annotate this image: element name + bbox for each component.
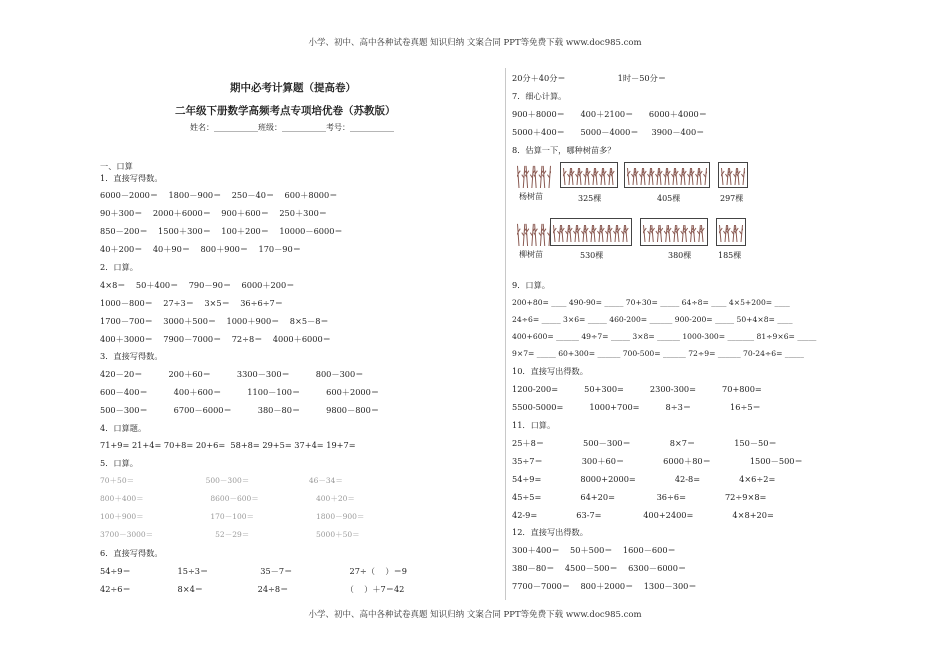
q5-line: 70＋50＝ 500－300＝ 46－34＝ bbox=[100, 476, 343, 485]
tree-count: 185棵 bbox=[718, 251, 742, 260]
q9-line: 24÷6= _____ 3×6= _____ 460-200= ______ 900-200= _____ 50+4×8= ____ bbox=[512, 315, 793, 324]
question-12-title: 12．直接写出得数。 bbox=[512, 527, 588, 537]
q11-line: 25＋8＝ 500－300＝ 8×7＝ 150－50＝ bbox=[512, 438, 777, 448]
q12-line: 380－80＝ 4500－500＝ 6300－6000＝ bbox=[512, 563, 687, 573]
tree-group-icon bbox=[721, 165, 745, 185]
question-5-title: 5．口算。 bbox=[100, 458, 138, 468]
tree-count: 325棵 bbox=[578, 194, 602, 203]
title-main: 期中必考计算题（提高卷） bbox=[230, 82, 356, 94]
q9-line: 200+80= ____ 490-90= _____ 70+30= _____ 64÷8= ____ 4×5+200= ____ bbox=[512, 298, 790, 307]
question-9-title: 9．口算。 bbox=[512, 280, 550, 290]
tree-group-icon bbox=[643, 222, 705, 242]
question-11-title: 11．口算。 bbox=[512, 420, 556, 430]
q6-line: 42÷6＝ 8×4＝ 24÷8＝ （ ）＋7＝42 bbox=[100, 584, 405, 594]
page-footer: 小学、初中、高中各种试卷真题 知识归纳 文案合同 PPT等免费下载 www.doc985.com bbox=[308, 610, 642, 620]
q2-line: 4×8＝ 50＋400＝ 790－90＝ 6000＋200＝ bbox=[100, 280, 295, 290]
tree-count: 405棵 bbox=[657, 194, 681, 203]
q12-line: 7700－7000＝ 800＋2000＝ 1300－300＝ bbox=[512, 581, 697, 591]
q11-line: 45÷5= 64+20= 36÷6= 72÷9×8= bbox=[512, 492, 767, 502]
question-6-title: 6．直接写得数。 bbox=[100, 548, 163, 558]
tree-group-icon bbox=[719, 222, 743, 242]
question-3-title: 3．直接写得数。 bbox=[100, 351, 163, 361]
tree-group-box bbox=[718, 162, 748, 188]
q2-line: 400＋3000＝ 7900－7000＝ 72÷8＝ 4000＋6000＝ bbox=[100, 334, 331, 344]
q10-line: 5500-5000= 1000+700= 8÷3＝ 16÷5＝ bbox=[512, 402, 761, 412]
title-sub: 二年级下册数学高频考点专项培优卷（苏教版） bbox=[175, 105, 396, 117]
q7-line: 5000＋400＝ 5000－4000＝ 3900－400＝ bbox=[512, 127, 705, 137]
q3-line: 600－400＝ 400＋600＝ 1100－100＝ 600＋2000＝ bbox=[100, 387, 380, 397]
tree-count: 297棵 bbox=[720, 194, 744, 203]
tree-group-icon bbox=[553, 222, 629, 242]
q3-line: 500－300＝ 6700－6000＝ 380－80＝ 9800－800＝ bbox=[100, 405, 380, 415]
q11-line: 42-9= 63-7= 400+2400= 4×8+20= bbox=[512, 510, 774, 520]
student-info-line: 姓名：___________班级：___________考号：___________ bbox=[190, 123, 394, 132]
question-1-title: 1．直接写得数。 bbox=[100, 173, 163, 183]
tree-group-box bbox=[716, 218, 746, 246]
tree-group-box bbox=[550, 218, 632, 246]
q9-line: 9×7= _____ 60+300= ______ 700-500= ______ 72÷9= ______ 70-24÷6= _____ bbox=[512, 349, 804, 358]
q1-line: 40＋200＝ 40＋90＝ 800＋900＝ 170－90＝ bbox=[100, 244, 301, 254]
question-8-title: 8．估算一下，哪种树苗多？ bbox=[512, 145, 616, 155]
q2-line: 1700－700＝ 3000＋500＝ 1000＋900＝ 8×5－8＝ bbox=[100, 316, 329, 326]
poplar-tree-icon bbox=[517, 162, 551, 188]
time-line: 20分＋40分＝ 1时－50分＝ bbox=[512, 73, 667, 83]
poplar-label: 杨树苗 bbox=[519, 192, 543, 201]
tree-group-icon bbox=[627, 165, 707, 185]
section-heading: 一、口算 bbox=[100, 161, 133, 171]
tree-group-box bbox=[640, 218, 708, 246]
willow-tree-icon bbox=[517, 220, 551, 246]
tree-count: 530棵 bbox=[580, 251, 604, 260]
q11-line: 35÷7＝ 300＋60＝ 6000＋80＝ 1500－500＝ bbox=[512, 456, 803, 466]
tree-group-box bbox=[560, 162, 618, 188]
q10-line: 1200-200= 50+300= 2300-300= 70+800= bbox=[512, 384, 762, 394]
q1-line: 850－200＝ 1500＋300＝ 100＋200＝ 10000－6000＝ bbox=[100, 226, 343, 236]
willow-label: 柳树苗 bbox=[519, 250, 543, 259]
question-7-title: 7．细心计算。 bbox=[512, 91, 567, 101]
q5-line: 100＋900＝ 170－100＝ 1800－900＝ bbox=[100, 512, 365, 521]
q6-line: 54÷9＝ 15÷3＝ 35－7＝ 27÷（ ）＝9 bbox=[100, 566, 407, 576]
q12-line: 300＋400＝ 50＋500＝ 1600－600＝ bbox=[512, 545, 676, 555]
question-2-title: 2．口算。 bbox=[100, 262, 138, 272]
question-10-title: 10．直接写出得数。 bbox=[512, 366, 588, 376]
question-4-title: 4．口算题。 bbox=[100, 423, 147, 433]
q1-line: 6000－2000＝ 1800－900＝ 250－40＝ 600＋8000＝ bbox=[100, 190, 338, 200]
q9-line: 400+600= ______ 49÷7= _____ 3×8= ______ 1000-300= _______ 81÷9×6= _____ bbox=[512, 332, 817, 341]
q7-line: 900＋8000＝ 400＋2100＝ 6000＋4000＝ bbox=[512, 109, 707, 119]
q4-line: 71+9= 21+4= 70+8= 20+6= 58+8= 29+5= 37+4= 19+7= bbox=[100, 440, 356, 450]
q3-line: 420－20＝ 200＋60＝ 3300－300＝ 800－300＝ bbox=[100, 369, 364, 379]
q11-line: 54÷9= 8000+2000= 42-8= 4×6÷2= bbox=[512, 474, 776, 484]
tree-group-icon bbox=[563, 165, 615, 185]
tree-count: 380棵 bbox=[668, 251, 692, 260]
tree-group-box bbox=[624, 162, 710, 188]
page-header: 小学、初中、高中各种试卷真题 知识归纳 文案合同 PPT等免费下载 www.doc985.com bbox=[308, 38, 642, 48]
q5-line: 800＋400＝ 8600－600＝ 400＋20＝ bbox=[100, 494, 355, 503]
q2-line: 1000－800＝ 27÷3＝ 3×5＝ 36÷6÷7＝ bbox=[100, 298, 283, 308]
q1-line: 90＋300＝ 2000＋6000＝ 900＋600＝ 250＋300＝ bbox=[100, 208, 327, 218]
column-divider bbox=[505, 68, 506, 600]
q5-line: 3700－3000＝ 52－29＝ 5000＋50＝ bbox=[100, 530, 360, 539]
